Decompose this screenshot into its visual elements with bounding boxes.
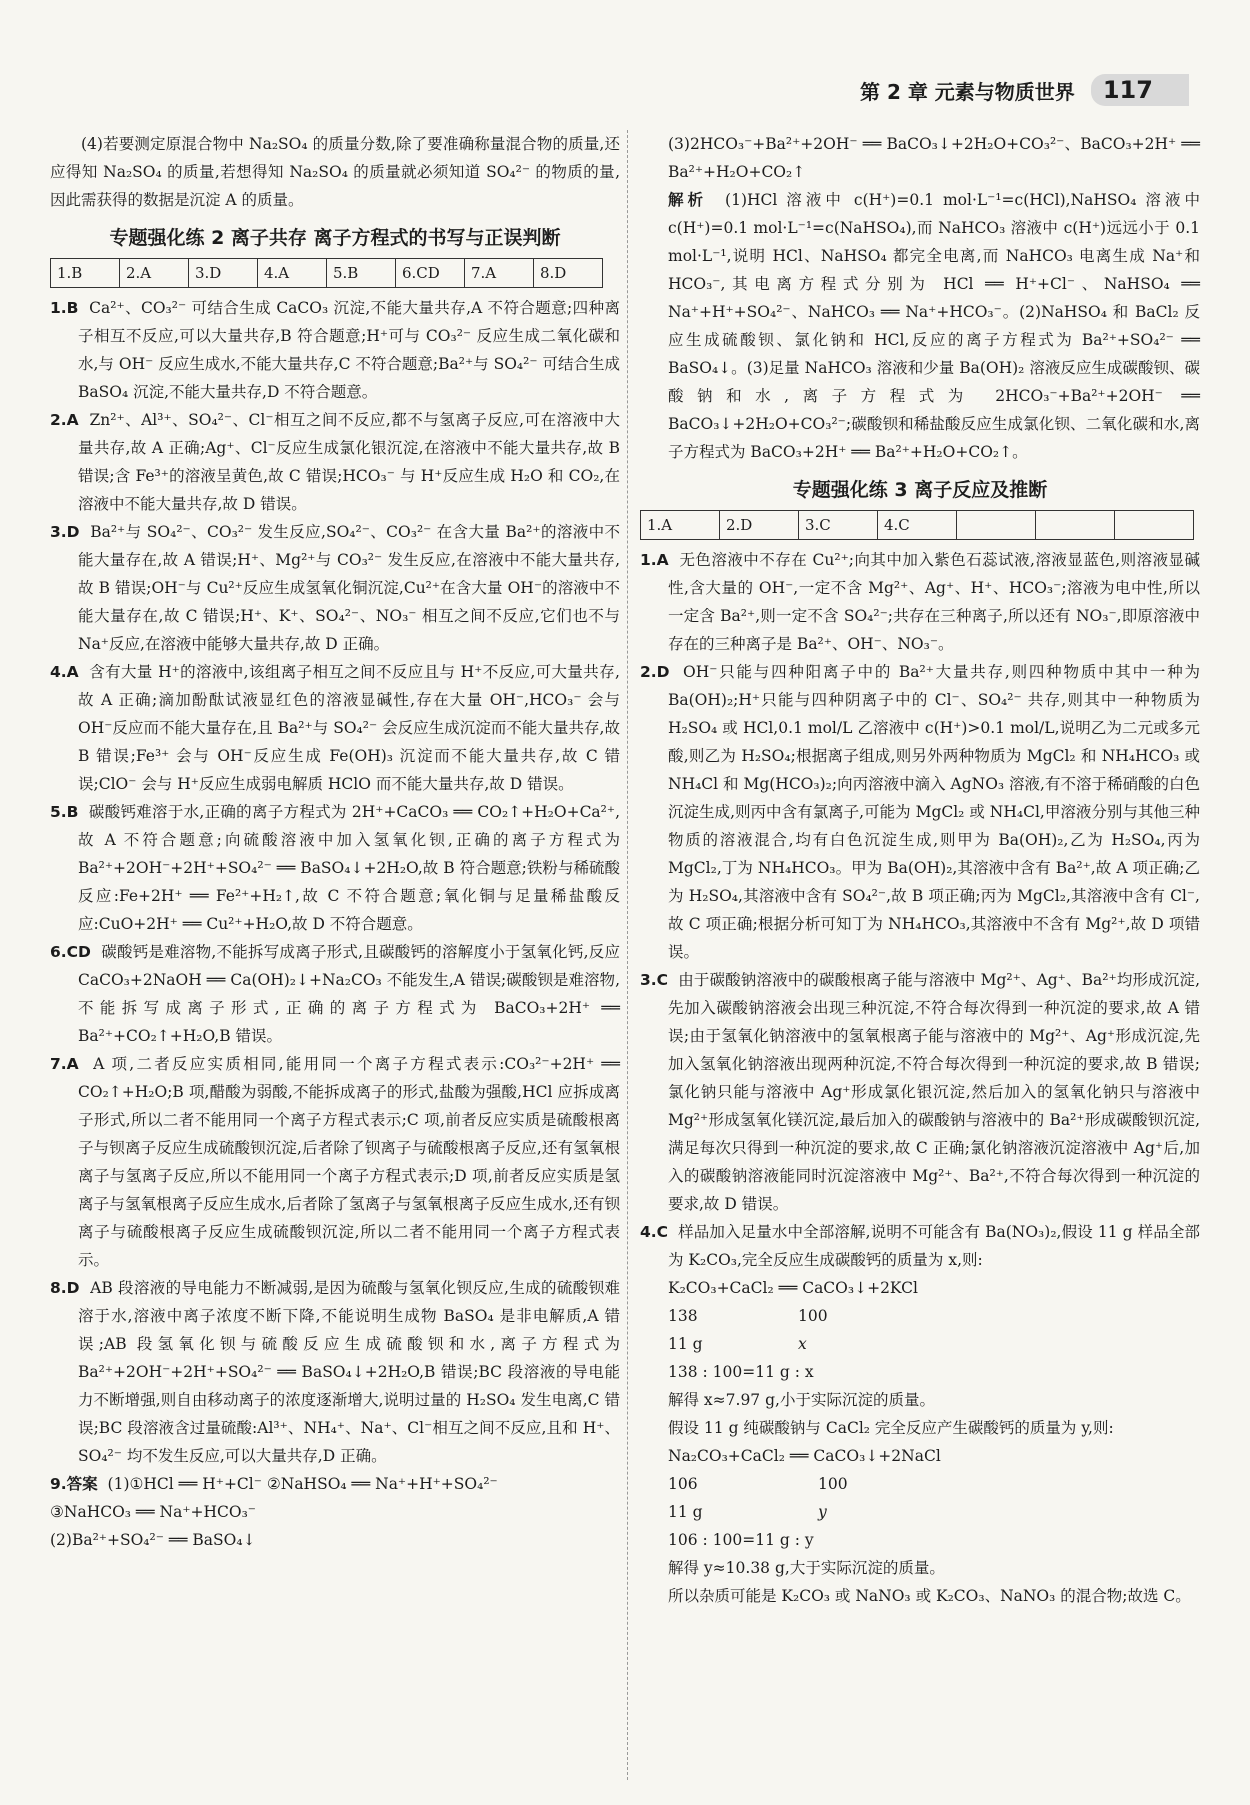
- item-label: 6.CD: [50, 943, 91, 961]
- item-text: 由于碳酸钠溶液中的碳酸根离子能与溶液中 Mg²⁺、Ag⁺、Ba²⁺均形成沉淀,先加入碳酸钠溶液会出现三种沉淀,不符合每次得到一种沉淀的要求,故 A 错误;由于氢氧化钠溶液中的氢氧根离子能与溶液中的 Mg²⁺、Ag⁺形成沉淀,先加入氢氧化钠溶液出现两种沉淀,不符合每次得到一种沉淀的要求,故 B 错误;氯化钠只能与溶液中 Ag⁺形成氯化银沉淀,然后加入的氢氧化钠只与溶液中 Mg²⁺形成氢氧化镁沉淀,最后加入的碳酸钠与溶液中的 Ba²⁺形成碳酸钡沉淀,满足每次只得到一种沉淀的要求,故 C 正确;氯化钠溶液沉淀溶液中 Ag⁺后,加入的碳酸钠溶液能同时沉淀溶液中 Mg²⁺、Ba²⁺,不符合每次得到一种沉淀的要求,故 D 错误。: [668, 971, 1200, 1213]
- item-label: 1.B: [50, 299, 79, 317]
- q4-mass: 100: [818, 1475, 848, 1493]
- item-text: OH⁻只能与四种阳离子中的 Ba²⁺大量共存,则四种物质中其中一种为 Ba(OH)₂;H⁺只能与四种阴离子中的 Cl⁻、SO₄²⁻ 共存,则其中一种物质为 H₂SO₄ 或 HCl,0.1 mol/L 乙溶液中 c(H⁺)>0.1 mol/L,说明乙为二元或多元酸,则乙为 H₂SO₄;根据离子组成,则另外两种物质为 MgCl₂ 和 NH₄HCO₃ 或 NH₄Cl 和 Mg(HCO₃)₂;向丙溶液中滴入 AgNO₃ 溶液,有不溶于稀硝酸的白色沉淀生成,则丙中含有氯离子,可能为 MgCl₂ 或 NH₄Cl,甲溶液分别与其他三种物质的溶液混合,均有白色沉淀生成,则甲为 Ba(OH)₂,乙为 H₂SO₄,丙为 MgCl₂,丁为 NH₄HCO₃。甲为 Ba(OH)₂,其溶液中含有 Ba²⁺,故 A 项正确;乙为 H₂SO₄,其溶液中含有 SO₄²⁻,故 B 项正确;丙为 MgCl₂,其溶液中含有 Cl⁻,故 C 项正确;根据分析可知丁为 NH₄HCO₃,其溶液中不含有 Mg²⁺,故 D 项错误。: [668, 663, 1200, 961]
- q9-line2: ③NaHCO₃ ══ Na⁺+HCO₃⁻: [50, 1503, 256, 1521]
- q4-assume2: 假设 11 g 纯碳酸钠与 CaCl₂ 完全反应产生碳酸钙的质量为 y,则:: [668, 1419, 1114, 1437]
- q9-part3: (3)2HCO₃⁻+Ba²⁺+2OH⁻ ══ BaCO₃↓+2H₂O+CO₃²⁻、BaCO₃+2H⁺ ══ Ba²⁺+H₂O+CO₂↑: [668, 135, 1200, 181]
- answer-cell: 5.B: [327, 259, 396, 288]
- q4-masses1: [640, 1302, 1200, 1330]
- answer-cell: 8.D: [534, 259, 603, 288]
- item-label: 7.A: [50, 1055, 79, 1073]
- list-item: [50, 1050, 620, 1274]
- item-label: 1.A: [640, 551, 669, 569]
- q4-item: [640, 1218, 1200, 1274]
- analysis-label: 解析: [668, 191, 708, 209]
- list-item: [50, 518, 620, 658]
- item-text: AB 段溶液的导电能力不断减弱,是因为硫酸与氢氧化钡反应,生成的硫酸钡难溶于水,溶液中离子浓度不断下降,不能说明生成物 BaSO₄ 是非电解质,A 错误;AB 段氢氧化钡与硫酸反应生成硫酸钡和水,离子方程式为 Ba²⁺+2OH⁻+2H⁺+SO₄²⁻ ══ BaSO₄↓+2H₂O,B 错误;BC 段溶液的导电能力不断增强,则自由移动离子的浓度逐渐增大,说明过量的 H₂SO₄ 发生电离,C 错误;BC 段溶液含过量硫酸:Al³⁺、NH₄⁺、Na⁺、Cl⁻相互之间不反应,且和 H⁺、SO₄²⁻ 均不发生反应,可以大量共存,D 正确。: [78, 1279, 620, 1465]
- q4-result1: 解得 x≈7.97 g,小于实际沉淀的质量。: [668, 1391, 935, 1409]
- item-text: A 项,二者反应实质相同,能用同一个离子方程式表示:CO₃²⁻+2H⁺ ══ CO₂↑+H₂O;B 项,醋酸为弱酸,不能拆成离子的形式,盐酸为强酸,HCl 应拆成离子形式,所以二者不能用同一个离子方程式表示;C 项,前者反应实质是硫酸根离子与钡离子反应生成硫酸钡沉淀,后者除了钡离子与硫酸根离子反应,还有氢氧根离子与氢离子反应,所以不能用同一个离子方程式表示;D 项,前者反应实质是氢离子与氢氧根离子反应生成水,后者除了氢离子与氢氧根离子反应生成水,还有钡离子与硫酸根离子反应生成硫酸钡沉淀,所以二者不能用同一个离子方程式表示。: [78, 1055, 620, 1269]
- page-number: 117: [1091, 74, 1189, 106]
- item-label: 8.D: [50, 1279, 80, 1297]
- q4-masses2: [640, 1470, 1200, 1498]
- answer-cell: 4.A: [258, 259, 327, 288]
- analysis-paragraph: [640, 186, 1200, 466]
- answer-table-3: [640, 510, 1194, 540]
- q4-label: 4.C: [640, 1223, 669, 1241]
- item-text: 含有大量 H⁺的溶液中,该组离子相互之间不反应且与 H⁺不反应,可大量共存,故 A 正确;滴加酚酞试液显红色的溶液显碱性,存在大量 OH⁻,HCO₃⁻ 会与 OH⁻反应而不能大量存在,且 Ba²⁺与 SO₄²⁻ 会反应生成沉淀而不能大量共存,故 B 错误;Fe³⁺ 会与 OH⁻反应生成 Fe(OH)₃ 沉淀而不能大量共存,故 C 错误;ClO⁻ 会与 H⁺反应生成弱电解质 HClO 而不能大量共存,故 D 错误。: [78, 663, 620, 793]
- list-item: [50, 294, 620, 406]
- q4-grams1: [640, 1330, 1200, 1358]
- item-text: 碳酸钙是难溶物,不能拆写成离子形式,且碳酸钙的溶解度小于氢氧化钙,反应 CaCO₃+2NaOH ══ Ca(OH)₂↓+Na₂CO₃ 不能发生,A 错误;碳酸钡是难溶物,不能拆写成离子形式,正确的离子方程式为 BaCO₃+2H⁺ ══ Ba²⁺+CO₂↑+H₂O,B 错误。: [78, 943, 620, 1045]
- q4-ratio2: 106 : 100=11 g : y: [668, 1531, 814, 1549]
- item-text: Zn²⁺、Al³⁺、SO₄²⁻、Cl⁻相互之间不反应,都不与氢离子反应,可在溶液中大量共存,故 A 正确;Ag⁺、Cl⁻反应生成氯化银沉淀,在溶液中不能大量共存,故 B 错误;含 Fe³⁺的溶液呈黄色,故 C 错误;HCO₃⁻ 与 H⁺反应生成 H₂O 和 CO₂,在溶液中不能大量共存,故 D 错误。: [78, 411, 620, 513]
- left-column: [50, 130, 620, 1554]
- q4-gram: 11 g: [668, 1503, 703, 1521]
- item-label: 2.A: [50, 411, 79, 429]
- item-text: 碳酸钙难溶于水,正确的离子方程式为 2H⁺+CaCO₃ ══ CO₂↑+H₂O+Ca²⁺,故 A 不符合题意;向硫酸溶液中加入氢氧化钡,正确的离子方程式为 Ba²⁺+2OH⁻+2H⁺+SO₄²⁻ ══ BaSO₄↓+2H₂O,故 B 符合题意;铁粉与稀硫酸反应:Fe+2H⁺ ══ Fe²⁺+H₂↑,故 C 不符合题意;氧化铜与足量稀盐酸反应:CuO+2H⁺ ══ Cu²⁺+H₂O,故 D 不符合题意。: [78, 803, 620, 933]
- q4-result2: 解得 y≈10.38 g,大于实际沉淀的质量。: [668, 1559, 945, 1577]
- intro-paragraph: (4)若要测定原混合物中 Na₂SO₄ 的质量分数,除了要准确称量混合物的质量,还应得知 Na₂SO₄ 的质量,若想得知 Na₂SO₄ 的质量就必须知道 SO₄²⁻ 的物质的量,因此需获得的数据是沉淀 A 的质量。: [50, 135, 620, 209]
- q9-label: 9.答案: [50, 1475, 98, 1493]
- list-item: [50, 658, 620, 798]
- list-item: [640, 658, 1200, 966]
- list-item: [50, 1274, 620, 1470]
- answer-cell-empty: [1115, 511, 1194, 540]
- chapter-title: 第 2 章 元素与物质世界: [860, 79, 1075, 104]
- column-divider: [627, 130, 628, 1780]
- q4-gram: y: [818, 1503, 827, 1521]
- q4-gram: x: [798, 1335, 807, 1353]
- answer-cell: 6.CD: [396, 259, 465, 288]
- answer-cell-empty: [957, 511, 1036, 540]
- analysis-text: (1)HCl 溶液中 c(H⁺)=0.1 mol·L⁻¹=c(HCl),NaHSO₄ 溶液中 c(H⁺)=0.1 mol·L⁻¹=c(NaHSO₄),而 NaHCO₃ 溶液中 c(H⁺)远远小于 0.1 mol·L⁻¹,说明 HCl、NaHSO₄ 都完全电离,而 NaHCO₃ 电离生成 Na⁺和 HCO₃⁻,其电离方程式分别为 HCl ══ H⁺+Cl⁻、NaHSO₄ ══ Na⁺+H⁺+SO₄²⁻、NaHCO₃ ══ Na⁺+HCO₃⁻。(2)NaHSO₄ 和 BaCl₂ 反应生成硫酸钡、氯化钠和 HCl,反应的离子方程式为 Ba²⁺+SO₄²⁻ ══ BaSO₄↓。(3)足量 NaHCO₃ 溶液和少量 Ba(OH)₂ 溶液反应生成碳酸钡、碳酸钠和水,离子方程式为 2HCO₃⁻+Ba²⁺+2OH⁻ ══ BaCO₃↓+2H₂O+CO₃²⁻;碳酸钡和稀盐酸反应生成氯化钡、二氧化碳和水,离子方程式为 BaCO₃+2H⁺ ══ Ba²⁺+H₂O+CO₂↑。: [668, 191, 1200, 461]
- q9-answer: [50, 1470, 620, 1498]
- q4-mass: 106: [668, 1475, 698, 1493]
- list-item: [640, 546, 1200, 658]
- q4-text: 样品加入足量水中全部溶解,说明不可能含有 Ba(NO₃)₂,假设 11 g 样品全部为 K₂CO₃,完全反应生成碳酸钙的质量为 x,则:: [668, 1223, 1200, 1269]
- q9-line3: (2)Ba²⁺+SO₄²⁻ ══ BaSO₄↓: [50, 1531, 256, 1549]
- section2-title: 专题强化练 2 离子共存 离子方程式的书写与正误判断: [109, 227, 561, 249]
- item-label: 2.D: [640, 663, 670, 681]
- answer-cell: 3.D: [189, 259, 258, 288]
- item-text: Ca²⁺、CO₃²⁻ 可结合生成 CaCO₃ 沉淀,不能大量共存,A 不符合题意;四种离子相互不反应,可以大量共存,B 符合题意;H⁺可与 CO₃²⁻ 反应生成二氧化碳和水,与 OH⁻ 反应生成水,不能大量共存,C 不符合题意;Ba²⁺与 SO₄²⁻ 可结合生成 BaSO₄ 沉淀,不能大量共存,D 不符合题意。: [78, 299, 620, 401]
- q4-grams2: [640, 1498, 1200, 1526]
- right-column: [640, 130, 1200, 1610]
- answer-cell: 3.C: [799, 511, 878, 540]
- page-header: [860, 70, 1250, 110]
- item-label: 3.D: [50, 523, 80, 541]
- item-label: 5.B: [50, 803, 79, 821]
- q9-line1: (1)①HCl ══ H⁺+Cl⁻ ②NaHSO₄ ══ Na⁺+H⁺+SO₄²⁻: [107, 1475, 498, 1493]
- q4-mass: 138: [668, 1307, 698, 1325]
- answer-cell: 7.A: [465, 259, 534, 288]
- answer-cell: 2.D: [720, 511, 799, 540]
- q4-equation2: Na₂CO₃+CaCl₂ ══ CaCO₃↓+2NaCl: [668, 1447, 941, 1465]
- answer-cell: 4.C: [878, 511, 957, 540]
- list-item: [640, 966, 1200, 1218]
- answer-cell: 1.B: [51, 259, 120, 288]
- item-label: 4.A: [50, 663, 79, 681]
- section3-title: 专题强化练 3 离子反应及推断: [792, 479, 1048, 501]
- list-item: [50, 798, 620, 938]
- q4-ratio1: 138 : 100=11 g : x: [668, 1363, 814, 1381]
- item-label: 3.C: [640, 971, 669, 989]
- answer-table-2: [50, 258, 603, 288]
- q4-equation1: K₂CO₃+CaCl₂ ══ CaCO₃↓+2KCl: [668, 1279, 918, 1297]
- item-text: 无色溶液中不存在 Cu²⁺;向其中加入紫色石蕊试液,溶液显蓝色,则溶液显碱性,含大量的 OH⁻,一定不含 Mg²⁺、Ag⁺、H⁺、HCO₃⁻;溶液为电中性,所以一定含 Ba²⁺,则一定不含 SO₄²⁻;共存在三种离子,所以还有 NO₃⁻,即原溶液中存在的三种离子是 Ba²⁺、OH⁻、NO₃⁻。: [668, 551, 1200, 653]
- q4-mass: 100: [798, 1307, 828, 1325]
- answer-cell-empty: [1036, 511, 1115, 540]
- answer-cell: 1.A: [641, 511, 720, 540]
- list-item: [50, 938, 620, 1050]
- list-item: [50, 406, 620, 518]
- q4-conclusion: 所以杂质可能是 K₂CO₃ 或 NaNO₃ 或 K₂CO₃、NaNO₃ 的混合物;故选 C。: [668, 1587, 1191, 1605]
- item-text: Ba²⁺与 SO₄²⁻、CO₃²⁻ 发生反应,SO₄²⁻、CO₃²⁻ 在含大量 Ba²⁺的溶液中不能大量存在,故 A 错误;H⁺、Mg²⁺与 CO₃²⁻ 发生反应,在溶液中不能大量共存,故 B 错误;OH⁻与 Cu²⁺反应生成氢氧化铜沉淀,Cu²⁺在含大量 OH⁻的溶液中不能大量存在,故 C 错误;H⁺、K⁺、SO₄²⁻、NO₃⁻ 相互之间不反应,它们也不与 Na⁺反应,在溶液中能够大量共存,故 D 正确。: [78, 523, 620, 653]
- answer-cell: 2.A: [120, 259, 189, 288]
- q4-gram: 11 g: [668, 1335, 703, 1353]
